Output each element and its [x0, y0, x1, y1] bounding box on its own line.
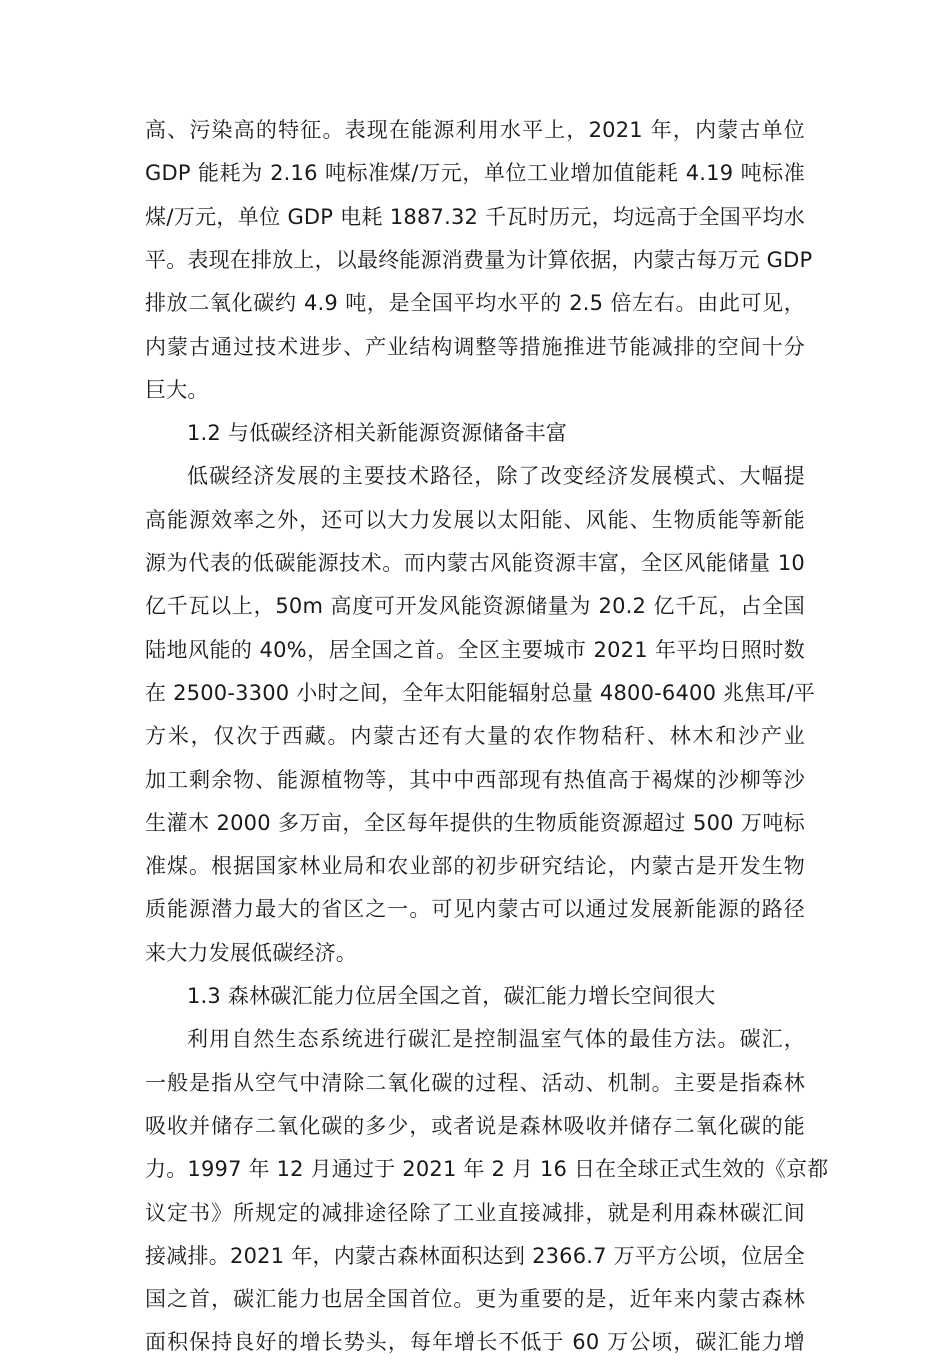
paragraph-line: 巨大。 [145, 378, 209, 402]
paragraph-line: 在 2500-3300 小时之间，全年太阳能辐射总量 4800-6400 兆焦耳/平 [145, 681, 816, 705]
paragraph-line: 一般是指从空气中清除二氧化碳的过程、活动、机制。主要是指森林 [145, 1071, 805, 1095]
paragraph-line: 亿千瓦以上，50m 高度可开发风能资源储量为 20.2 亿千瓦，占全国 [145, 594, 805, 618]
paragraph-line: 利用自然生态系统进行碳汇是控制温室气体的最佳方法。碳汇， [187, 1027, 805, 1051]
paragraph-line: 面积保持良好的增长势头，每年增长不低于 60 万公顷，碳汇能力增 [145, 1330, 805, 1354]
paragraph-line: 内蒙古通过技术进步、产业结构调整等措施推进节能减排的空间十分 [145, 335, 805, 359]
paragraph-line: 排放二氧化碳约 4.9 吨，是全国平均水平的 2.5 倍左右。由此可见， [145, 291, 805, 315]
paragraph-line: 加工剩余物、能源植物等，其中中西部现有热值高于褐煤的沙柳等沙 [145, 768, 805, 792]
paragraph-line: 煤/万元，单位 GDP 电耗 1887.32 千瓦时历元，均远高于全国平均水 [145, 205, 805, 229]
paragraph-line: 平。表现在排放上，以最终能源消费量为计算依据，内蒙古每万元 GDP [145, 248, 813, 272]
paragraph-line: 陆地风能的 40%，居全国之首。全区主要城市 2021 年平均日照时数 [145, 638, 805, 662]
paragraph-line: 低碳经济发展的主要技术路径，除了改变经济发展模式、大幅提 [187, 464, 805, 488]
paragraph-line: 源为代表的低碳能源技术。而内蒙古风能资源丰富，全区风能储量 10 [145, 551, 805, 575]
paragraph-line: 高能源效率之外，还可以大力发展以太阳能、风能、生物质能等新能 [145, 508, 805, 532]
paragraph-line: 生灌木 2000 多万亩，全区每年提供的生物质能资源超过 500 万吨标 [145, 811, 805, 835]
section-heading: 1.2 与低碳经济相关新能源资源储备丰富 [187, 421, 568, 445]
paragraph-line: 接减排。2021 年，内蒙古森林面积达到 2366.7 万平方公顷，位居全 [145, 1244, 805, 1268]
paragraph-line: GDP 能耗为 2.16 吨标准煤/万元，单位工业增加值能耗 4.19 吨标准 [145, 161, 805, 185]
paragraph-line: 质能源潜力最大的省区之一。可见内蒙古可以通过发展新能源的路径 [145, 897, 805, 921]
section-heading: 1.3 森林碳汇能力位居全国之首，碳汇能力增长空间很大 [187, 984, 716, 1008]
paragraph-line: 来大力发展低碳经济。 [145, 941, 357, 965]
paragraph-line: 准煤。根据国家林业局和农业部的初步研究结论，内蒙古是开发生物 [145, 854, 805, 878]
paragraph-line: 国之首，碳汇能力也居全国首位。更为重要的是，近年来内蒙古森林 [145, 1287, 805, 1311]
paragraph-line: 力。1997 年 12 月通过于 2021 年 2 月 16 日在全球正式生效的《京都 [145, 1157, 829, 1181]
paragraph-line: 议定书》所规定的减排途径除了工业直接减排，就是利用森林碳汇间 [145, 1201, 805, 1225]
paragraph-line: 方米，仅次于西藏。内蒙古还有大量的农作物秸秆、林木和沙产业 [145, 724, 805, 748]
paragraph-line: 高、污染高的特征。表现在能源利用水平上，2021 年，内蒙古单位 [145, 118, 805, 142]
paragraph-line: 吸收并储存二氧化碳的多少，或者说是森林吸收并储存二氧化碳的能 [145, 1114, 805, 1138]
